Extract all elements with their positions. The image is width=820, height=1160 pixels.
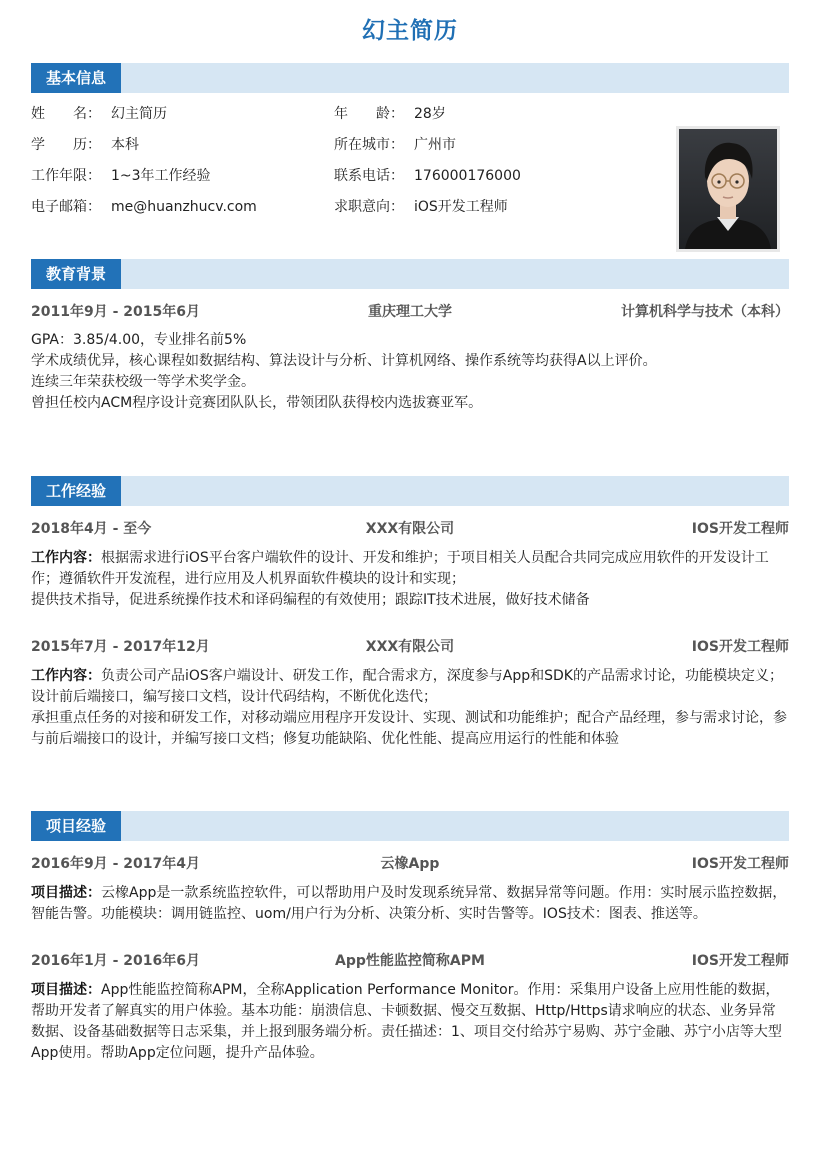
- work-description: [31, 548, 789, 611]
- section-header-work: [31, 476, 789, 506]
- education-school: 重庆理工大学: [368, 304, 452, 320]
- education-line: GPA：3.85/4.00，专业排名前5%: [31, 332, 247, 348]
- education-major: 计算机科学与技术（本科）: [621, 304, 789, 320]
- work-line: 与前后端接口的设计，并编写接口文档；修复功能缺陷、优化性能、提高应用运行的性能和体验: [31, 731, 619, 747]
- section-header-project: [31, 811, 789, 841]
- work-role: IOS开发工程师: [691, 521, 789, 537]
- section-label-basic: 基本信息: [31, 63, 121, 93]
- section-label-education: 教育背景: [31, 259, 121, 289]
- info-value: me@huanzhucv.com: [111, 199, 257, 215]
- education-line: 连续三年荣获校级一等学术奖学金。: [31, 374, 255, 390]
- work-date: 2018年4月 - 至今: [31, 521, 152, 537]
- info-value: iOS开发工程师: [414, 199, 508, 215]
- work-line: 负责公司产品iOS客户端设计、研发工作，配合需求方，深度参与App和SDK的产品需求讨论，功能模块定义；: [101, 668, 783, 684]
- project-desc-label: 项目描述：: [31, 885, 101, 901]
- project-date: 2016年1月 - 2016年6月: [31, 953, 200, 969]
- project-name: App性能监控简称APM: [335, 953, 485, 969]
- info-phone: [334, 167, 521, 185]
- education-entry-header: [31, 301, 789, 321]
- project-description: [31, 883, 789, 925]
- education-date: 2011年9月 - 2015年6月: [31, 304, 200, 320]
- info-education: [31, 136, 139, 154]
- section-label-project: 项目经验: [31, 811, 121, 841]
- project-line: 智能告警。功能模块：调用链监控、uom/用户行为分析、决策分析、实时告警等。IOS技术：图表、推送等。: [31, 906, 707, 922]
- info-name: [31, 105, 167, 123]
- info-label: 年 龄：: [334, 106, 404, 122]
- info-age: [334, 105, 446, 123]
- info-label: 所在城市：: [334, 137, 404, 153]
- info-value: 1~3年工作经验: [111, 168, 211, 184]
- info-value: 幻主简历: [111, 106, 167, 122]
- work-description: [31, 666, 789, 750]
- project-entry-header: [31, 853, 789, 873]
- project-line: App使用。帮助App定位问题，提升产品体验。: [31, 1045, 324, 1061]
- project-line: App性能监控简称APM，全称Application Performance Monitor。作用：采集用户设备上应用性能的数据，: [101, 982, 780, 998]
- project-role: IOS开发工程师: [691, 953, 789, 969]
- project-date: 2016年9月 - 2017年4月: [31, 856, 200, 872]
- project-line: 云橡App是一款系统监控软件，可以帮助用户及时发现系统异常、数据异常等问题。作用：实时展示监控数据，: [101, 885, 787, 901]
- work-role: IOS开发工程师: [691, 639, 789, 655]
- work-company: XXX有限公司: [365, 639, 455, 655]
- info-label: 电子邮箱：: [31, 199, 101, 215]
- project-role: IOS开发工程师: [691, 856, 789, 872]
- section-label-work: 工作经验: [31, 476, 121, 506]
- avatar-illustration: [679, 129, 777, 249]
- info-objective: [334, 198, 508, 216]
- info-label: 学 历：: [31, 137, 101, 153]
- work-line: 承担重点任务的对接和研发工作，对移动端应用程序开发设计、实现、测试和功能维护；配合产品经理，参与需求讨论，参: [31, 710, 787, 726]
- project-name: 云橡App: [380, 856, 440, 872]
- work-date: 2015年7月 - 2017年12月: [31, 639, 210, 655]
- info-value: 28岁: [414, 106, 446, 122]
- info-label: 求职意向：: [334, 199, 404, 215]
- education-line: 学术成绩优异，核心课程如数据结构、算法设计与分析、计算机网络、操作系统等均获得A以上评价。: [31, 353, 657, 369]
- info-years: [31, 167, 211, 185]
- work-content-label: 工作内容：: [31, 550, 101, 566]
- education-details: [31, 330, 789, 414]
- work-line: 作；遵循软件开发流程，进行应用及人机界面软件模块的设计和实现；: [31, 571, 465, 587]
- info-value: 176000176000: [414, 168, 521, 184]
- project-line: 数据、设备基础数据等日志采集，并上报到服务端分析。责任描述：1、项目交付给苏宁易购、苏宁金融、苏宁小店等大型: [31, 1024, 782, 1040]
- work-entry-header: [31, 518, 789, 538]
- work-company: XXX有限公司: [365, 521, 455, 537]
- resume-title: 幻主简历: [362, 18, 458, 44]
- info-value: 广州市: [414, 137, 456, 153]
- work-content-label: 工作内容：: [31, 668, 101, 684]
- profile-photo: [676, 126, 780, 252]
- work-line: 提供技术指导，促进系统操作技术和译码编程的有效使用；跟踪IT技术进展，做好技术储备: [31, 592, 590, 608]
- info-city: [334, 136, 456, 154]
- project-entry-header: [31, 950, 789, 970]
- info-email: [31, 198, 257, 216]
- section-header-education: [31, 259, 789, 289]
- info-label: 工作年限：: [31, 168, 101, 184]
- work-line: 根据需求进行iOS平台客户端软件的设计、开发和维护；于项目相关人员配合共同完成应用软件的开发设计工: [101, 550, 769, 566]
- education-line: 曾担任校内ACM程序设计竞赛团队队长，带领团队获得校内选拔赛亚军。: [31, 395, 483, 411]
- work-entry-header: [31, 636, 789, 656]
- info-value: 本科: [111, 137, 139, 153]
- project-desc-label: 项目描述：: [31, 982, 101, 998]
- project-line: 帮助开发者了解真实的用户体验。基本功能：崩溃信息、卡顿数据、慢交互数据、Http/Https请求响应的状态、业务异常: [31, 1003, 776, 1019]
- info-label: 联系电话：: [334, 168, 404, 184]
- project-description: [31, 980, 789, 1064]
- section-header-basic: [31, 63, 789, 93]
- info-label: 姓 名：: [31, 106, 101, 122]
- work-line: 设计前后端接口，编写接口文档，设计代码结构，不断优化迭代；: [31, 689, 437, 705]
